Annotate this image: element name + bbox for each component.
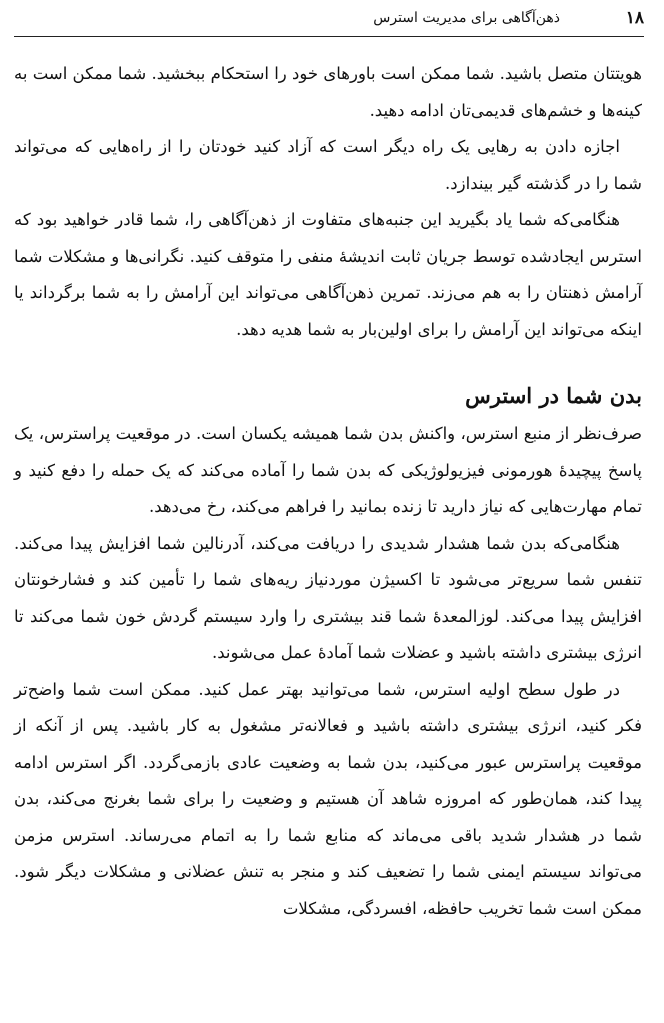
section-heading: بدن شما در استرس: [465, 383, 642, 408]
paragraph: در طول سطح اولیه استرس، شما می‌توانید بهتر عمل کنید. ممکن است شما واضح‌تر فکر کنید، انرژی بیشتری داشته باشید و فعالانه‌تر مشغول به کار باشید. پس از آنکه از موقعیت پراسترس عبور می‌کنید، بدن شما به وضعیت عادی بازمی‌گردد. اگر استرس ادامه پیدا کند، همان‌طور که امروزه شاهد آن هستیم و وضعیت را برای شما بغرنج می‌کند، بدن شما در هشدار شدید باقی می‌ماند که منابع شما را به اتمام می‌رساند. استرس مزمن می‌تواند سیستم ایمنی شما را تضعیف کند و منجر به تنش عضلانی و مشکلات دیگر شود. ممکن است شما تخریب حافظه، افسردگی، مشکلات: [14, 679, 642, 918]
body-text: [14, 56, 642, 927]
paragraph: اجازه دادن به رهایی یک راه دیگر است که آزاد کنید خودتان را از راه‌هایی که می‌تواند شما را در گذشته گیر بیندازد.: [14, 137, 642, 193]
paragraph-continuation: هویتتان متصل باشید. شما ممکن است باورهای خود را استحکام ببخشید. شما ممکن است به کینه‌ها و خشم‌های قدیمی‌تان ادامه دهید.: [14, 64, 642, 120]
running-header: [14, 8, 644, 32]
paragraph: صرف‌نظر از منبع استرس، واکنش بدن شما همیشه یکسان است. در موقعیت پراسترس، یک پاسخ پیچیدهٔ هورمونی فیزیولوژیکی که بدن شما را آماده می‌کند که یک حمله را دفع کنید و تمام مهارت‌هایی که نیاز دارید تا زنده بمانید را فراهم می‌کند، رخ می‌دهد.: [14, 424, 642, 516]
paragraph: هنگامی‌که بدن شما هشدار شدیدی را دریافت می‌کند، آدرنالین شما افزایش پیدا می‌کند. تنفس شما سریع‌تر می‌شود تا اکسیژن موردنیاز ریه‌های شما را تأمین کند و فشارخونتان افزایش پیدا می‌کند. لوزالمعدهٔ شما قند بیشتری را وارد سیستم گردش خون شما می‌کند تا انرژی بیشتری داشته باشید و عضلات شما آمادهٔ عمل می‌شوند.: [14, 533, 642, 662]
header-divider: [14, 36, 644, 37]
paragraph: هنگامی‌که شما یاد بگیرید این جنبه‌های متفاوت از ذهن‌آگاهی را، شما قادر خواهید بود که استرس ایجادشده توسط جریان ثابت اندیشهٔ منفی را متوقف کنید. نگرانی‌ها و مشکلات شما آرامش ذهنتان را به هم می‌زند. تمرین ذهن‌آگاهی می‌تواند این آرامش را به شما برگرداند یا اینکه می‌تواند این آرامش را برای اولین‌بار به شما هدیه دهد.: [14, 210, 642, 339]
page-number: ۱۸: [625, 8, 644, 28]
running-title: ذهن‌آگاهی برای مدیریت استرس: [373, 10, 560, 26]
